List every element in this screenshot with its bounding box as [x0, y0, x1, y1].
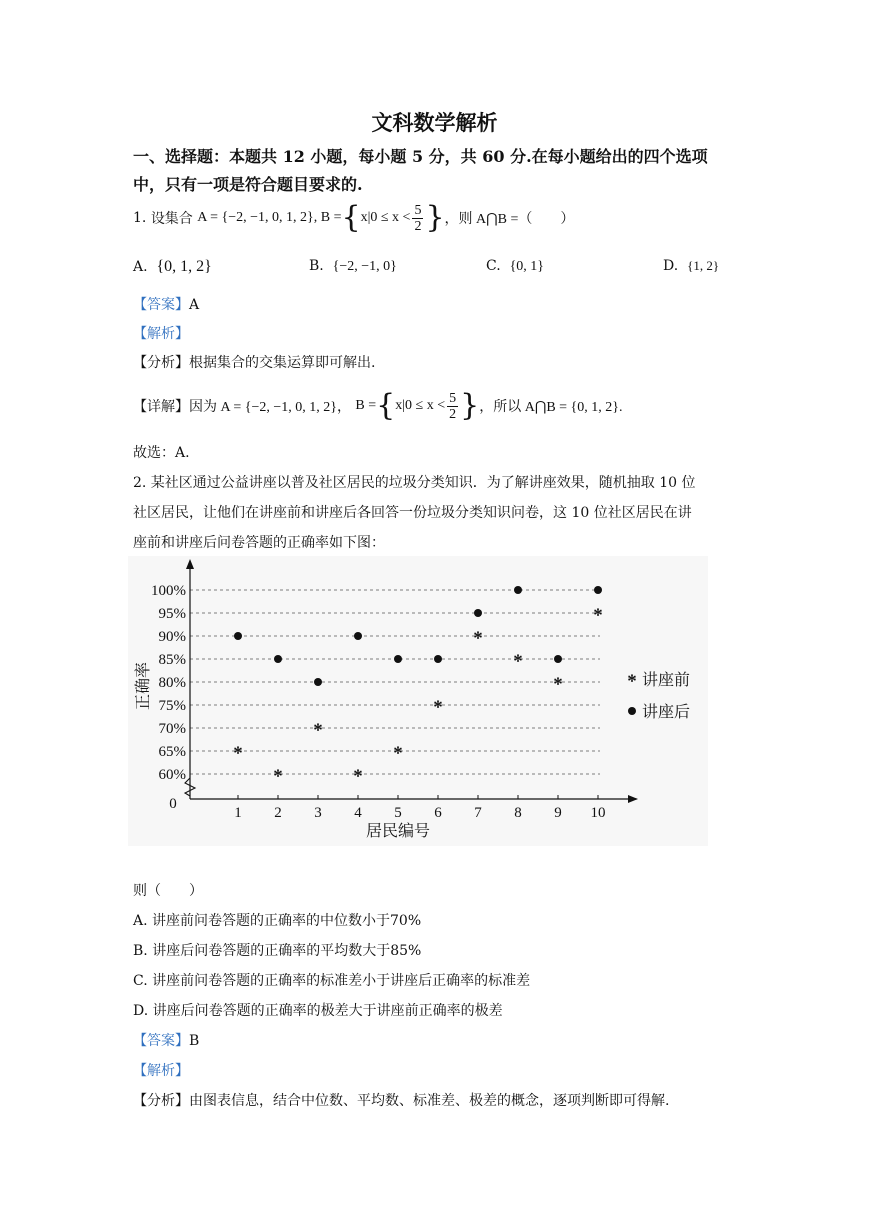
y-tick-label: 75% — [158, 698, 186, 714]
legend-before-marker: * — [627, 671, 637, 692]
detail-fraction: $\frac{5}{2}$ — [449, 390, 457, 422]
before-point: * — [233, 743, 243, 764]
y-axis-title: 正确率 — [135, 661, 152, 711]
detail-set-b-inner: x|0 ≤ x < — [395, 398, 446, 413]
x-tick-label: 3 — [314, 805, 322, 821]
q1-fenxi: 【分析】根据集合的交集运算即可解出. — [133, 355, 376, 371]
q2-stem-line1: 2. 某社区通过公益讲座以普及社区居民的垃圾分类知识．为了解讲座效果，随机抽取 10 位 — [133, 475, 696, 491]
q1-set-a: A = {−2, −1, 0, 1, 2} — [197, 210, 314, 225]
q1-stem — [133, 200, 574, 236]
q2-stem-line3: 座前和讲座后问卷答题的正确率如下图： — [133, 535, 385, 551]
q1-lead: 设集合 — [150, 211, 193, 227]
before-point: * — [593, 605, 603, 626]
legend-before-label: 讲座前 — [642, 672, 691, 689]
after-point — [394, 655, 402, 663]
y-tick-label: 80% — [158, 675, 186, 691]
q2-option-c: C. 讲座前问卷答题的正确率的标准差小于讲座后正确率的标准差 — [133, 973, 531, 989]
after-point — [474, 609, 482, 617]
after-point — [554, 655, 562, 663]
x-tick-label: 5 — [394, 805, 402, 821]
before-point: * — [313, 720, 323, 741]
before-point: * — [393, 743, 403, 764]
detail-set-a: 因为 A = {−2, −1, 0, 1, 2}， — [189, 400, 351, 415]
q1-conclusion: 故选：A. — [133, 445, 190, 461]
x-tick-label: 9 — [554, 805, 562, 821]
q1-fraction-den: 2 — [414, 218, 422, 234]
y-tick-label: 85% — [158, 652, 186, 668]
q2-fenxi: 【分析】由图表信息，结合中位数、平均数、标准差、极差的概念，逐项判断即可得解. — [133, 1093, 670, 1109]
after-point — [434, 655, 442, 663]
q2-ze: 则（ ） — [133, 883, 203, 899]
after-point — [234, 632, 242, 640]
before-point: * — [433, 697, 443, 718]
q2-stem-line2: 社区居民，让他们在讲座前和讲座后各回答一份垃圾分类知识问卷，这 10 位社区居民在讲 — [133, 505, 692, 521]
left-brace-icon: { — [376, 388, 396, 423]
q1-option-a: A. {0, 1, 2} — [133, 258, 212, 275]
before-point: * — [553, 674, 563, 695]
q1-set-b-inner: x|0 ≤ x < — [360, 210, 411, 225]
q1-option-b: B. {−2, −1, 0} — [309, 258, 397, 274]
page-title: 文科数学解析 — [371, 110, 498, 135]
q1-fraction — [412, 203, 423, 234]
q1-number: 1. — [133, 210, 147, 226]
section-heading-line1: 一、选择题：本题共 12 小题，每小题 5 分，共 60 分.在每小题给出的四个选项 — [133, 147, 708, 166]
answer-tag: 【答案】 — [133, 297, 189, 313]
right-brace-icon: } — [425, 200, 445, 235]
legend-after-label: 讲座后 — [642, 704, 691, 721]
y-tick-label: 70% — [158, 721, 186, 737]
q2-answer: 【答案】B — [133, 1033, 200, 1049]
scatter-chart — [128, 556, 708, 846]
y-tick-label: 90% — [158, 629, 186, 645]
before-point: * — [473, 628, 483, 649]
q1-option-c: C. {0, 1} — [486, 258, 545, 274]
left-brace-icon: { — [341, 200, 361, 235]
q2-option-d: D. 讲座后问卷答题的正确率的极差大于讲座前正确率的极差 — [133, 1003, 503, 1019]
y-tick-label: 95% — [158, 606, 186, 622]
x-tick-label: 8 — [514, 805, 522, 821]
x-tick-label: 7 — [474, 805, 482, 821]
q1-set-b-prefix: , B = — [313, 210, 342, 225]
q2-analysis-tag: 【解析】 — [133, 1063, 189, 1079]
q2-option-b: B. 讲座后问卷答题的正确率的平均数大于85% — [133, 943, 422, 959]
detail-result: ，所以 A⋂B = {0, 1, 2}. — [479, 400, 623, 415]
x-tick-label: 4 — [354, 805, 362, 821]
q1-option-d: D. {1, 2} — [663, 258, 720, 274]
origin-label: 0 — [169, 796, 177, 812]
before-point: * — [273, 766, 283, 787]
right-brace-icon: } — [460, 388, 480, 423]
q1-fraction-num: 5 — [414, 202, 422, 218]
detail-set-b-prefix: B = — [355, 398, 377, 413]
y-tick-label: 60% — [158, 767, 186, 783]
x-tick-label: 1 — [234, 805, 242, 821]
q1-answer — [133, 294, 199, 314]
after-point — [274, 655, 282, 663]
x-tick-label: 2 — [274, 805, 282, 821]
q2-option-a: A. 讲座前问卷答题的正确率的中位数小于70% — [133, 913, 422, 929]
detail-tag: 【详解】 — [133, 399, 189, 415]
after-point — [514, 586, 522, 594]
x-axis-title: 居民编号 — [365, 823, 431, 840]
q1-analysis-tag: 【解析】 — [133, 326, 189, 342]
section-heading-line2: 中，只有一项是符合题目要求的. — [133, 175, 363, 194]
before-point: * — [513, 651, 523, 672]
legend-after-marker — [628, 707, 636, 715]
after-point — [594, 586, 602, 594]
y-tick-label: 100% — [151, 583, 186, 599]
after-point — [314, 678, 322, 686]
x-tick-label: 6 — [434, 805, 442, 821]
answer-value: A — [189, 297, 200, 313]
q1-detail — [133, 388, 623, 424]
before-point: * — [353, 766, 363, 787]
x-tick-label: 10 — [590, 805, 606, 821]
y-tick-label: 65% — [158, 744, 186, 760]
q1-tail: ，则 A⋂B =（ ） — [444, 212, 575, 227]
after-point — [354, 632, 362, 640]
